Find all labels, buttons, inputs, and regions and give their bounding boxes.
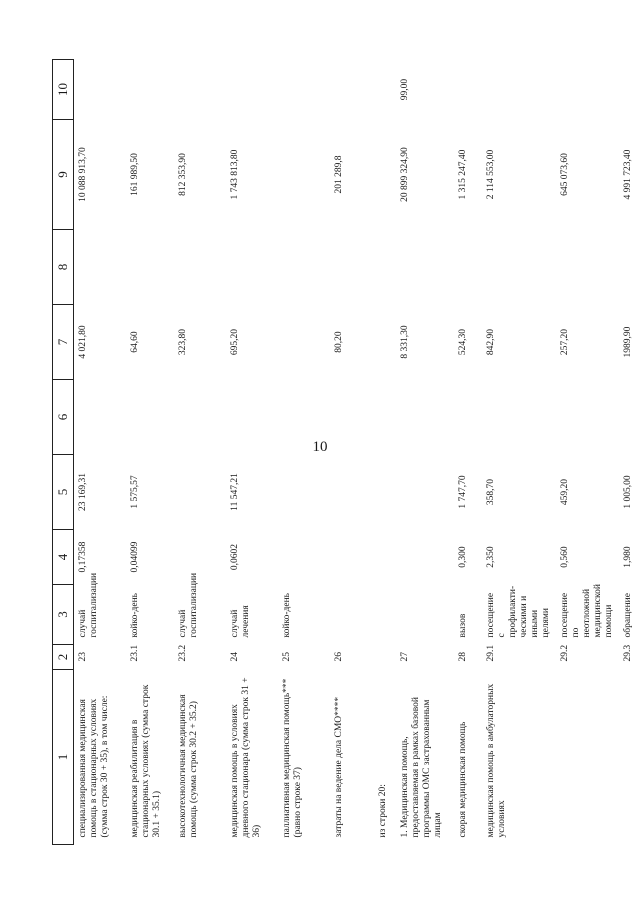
page-number: 10 <box>312 439 328 455</box>
table-cell-norm: 1,980 <box>622 546 633 568</box>
table-cell-c10 <box>126 60 174 120</box>
table-cell-name: затраты на ведение дела СМО**** <box>333 696 344 838</box>
table-cell-c10 <box>278 60 330 120</box>
table-cell-cost <box>396 455 454 530</box>
table-cell-c7: 257,20 <box>559 328 570 356</box>
table-cell-c9: 645 073,60 <box>559 153 570 196</box>
table-cell-c10 <box>454 60 482 120</box>
table-cell-c8 <box>374 230 396 305</box>
table-cell-norm <box>396 530 454 585</box>
table-cell-norm <box>174 530 226 585</box>
table-cell-unit <box>396 585 454 645</box>
table-cell-c6 <box>330 380 374 455</box>
table-cell-c9: 1 743 813,80 <box>229 149 240 200</box>
table-row <box>74 60 126 845</box>
table-cell-unit: посещение по неотложной медицинской помощи <box>559 584 614 638</box>
table-cell-c10: 99,00 <box>399 78 410 101</box>
table-cell-cost <box>278 455 330 530</box>
tariff-table <box>52 59 640 845</box>
table-cell-c8 <box>330 230 374 305</box>
table-cell-c8 <box>482 230 556 305</box>
table-cell-cost: 459,20 <box>559 478 570 506</box>
table-cell-c6 <box>126 380 174 455</box>
table-cell-cost <box>330 455 374 530</box>
table-cell-c7: 64,60 <box>129 331 140 353</box>
header-cell: 6 <box>53 380 74 455</box>
header-cell: 5 <box>53 455 74 530</box>
header-cell: 9 <box>53 120 74 230</box>
table-cell-c8 <box>174 230 226 305</box>
table-cell-name <box>619 670 640 845</box>
table-cell-line: 28 <box>457 652 468 662</box>
table-cell-c7: 842,90 <box>485 328 496 356</box>
table-cell-c6 <box>374 380 396 455</box>
table-cell-line: 29.3 <box>622 644 633 662</box>
table-cell-c8 <box>454 230 482 305</box>
table-cell-c9: 20 899 324,90 <box>399 147 410 202</box>
table-cell-c6 <box>278 380 330 455</box>
table-row <box>396 60 454 845</box>
table-cell-c9: 161 989,50 <box>129 153 140 196</box>
table-cell-c6 <box>454 380 482 455</box>
table-row <box>556 60 619 845</box>
table-cell-c6 <box>482 380 556 455</box>
table-cell-name: высокотехнологичная медицинская помощь (сумма строк 30.2 + 35.2) <box>177 694 199 838</box>
table-cell-cost <box>174 455 226 530</box>
header-cell: 10 <box>53 60 74 120</box>
table-cell-c10 <box>74 60 126 120</box>
table-row <box>454 60 482 845</box>
table-cell-c10 <box>482 60 556 120</box>
table-cell-c7: 4 021,80 <box>78 325 88 359</box>
table-cell-c10 <box>556 60 619 120</box>
table-cell-line: 25 <box>281 652 292 662</box>
table-row <box>126 60 174 845</box>
table-row <box>619 60 640 845</box>
table-cell-cost <box>374 455 396 530</box>
table-cell-unit <box>374 585 396 645</box>
table-cell-c9: 2 114 553,00 <box>485 149 496 200</box>
table-cell-line: 24 <box>229 652 240 662</box>
table-cell-c8 <box>278 230 330 305</box>
table-cell-name: медицинская помощь в амбулаторных условиях <box>485 683 507 838</box>
header-cell: 4 <box>53 530 74 585</box>
table-cell-cost: 1 747,70 <box>457 475 468 509</box>
table-cell-name: из строки 20: <box>377 784 388 838</box>
table-cell-c8 <box>556 230 619 305</box>
table-cell-name: специализированная медицинская помощь в стационарных условиях (сумма строк 30 + 35), в том числе: <box>78 695 110 838</box>
table-cell-unit: случай госпитализации <box>78 572 99 638</box>
table-cell-name: паллиативная медицинская помощь*** (равно строке 37) <box>281 678 303 838</box>
header-cell: 8 <box>53 230 74 305</box>
table-cell-c7 <box>278 305 330 380</box>
table-cell-c9: 1 315 247,40 <box>457 149 468 200</box>
table-cell-c10 <box>374 60 396 120</box>
table-cell-c8 <box>74 230 126 305</box>
table-cell-c7 <box>374 305 396 380</box>
header-cell: 1 <box>53 670 74 845</box>
header-cell: 3 <box>53 585 74 645</box>
table-cell-c7: 80,20 <box>333 331 344 353</box>
table-cell-c8 <box>619 230 640 305</box>
table-cell-c7: 695,20 <box>229 328 240 356</box>
table-cell-unit: случай госпитализации <box>177 572 199 638</box>
table-cell-name: медицинская помощь в условиях дневного стационара (сумма строк 31 + 36) <box>229 677 262 838</box>
table-cell-norm: 0,0602 <box>229 543 240 571</box>
table-row <box>174 60 226 845</box>
table-cell-c9: 201 289,8 <box>333 155 344 194</box>
table-row <box>330 60 374 845</box>
table-cell-c9 <box>374 120 396 230</box>
table-cell-unit: обращение <box>622 593 633 638</box>
table-cell-line: 23.1 <box>129 644 140 662</box>
table-cell-c6 <box>556 380 619 455</box>
table-cell-cost: 1 005,00 <box>622 475 633 509</box>
table-cell-line: 23 <box>78 652 88 662</box>
table-cell-unit: койко-день <box>281 593 292 638</box>
table-cell-unit: вызов <box>457 613 468 638</box>
table-cell-unit <box>330 585 374 645</box>
table-cell-c10 <box>226 60 278 120</box>
header-cell: 7 <box>53 305 74 380</box>
header-row <box>53 60 74 845</box>
table-cell-cost: 23 169,31 <box>78 473 88 511</box>
table-cell-norm: 0,17358 <box>78 541 88 573</box>
table-cell-line <box>374 645 396 670</box>
table-cell-line: 26 <box>333 652 344 662</box>
table-cell-c9: 10 088 913,70 <box>78 147 88 202</box>
table-row <box>278 60 330 845</box>
table-cell-cost: 11 547,21 <box>229 473 240 511</box>
table-cell-c7: 8 331,30 <box>399 325 410 359</box>
table-cell-c9: 812 353,90 <box>177 153 188 196</box>
table-cell-name: медицинская реабилитация в стационарных условиях (сумма строк 30.1 + 35.1) <box>129 684 162 838</box>
table-cell-c10 <box>174 60 226 120</box>
table-cell-norm: 2,350 <box>485 546 496 568</box>
table-cell-c8 <box>396 230 454 305</box>
table-cell-unit: койко-день <box>129 593 140 638</box>
table-cell-norm <box>374 530 396 585</box>
table-cell-norm: 0,560 <box>559 546 570 568</box>
table-cell-c6 <box>74 380 126 455</box>
table-cell-norm: 0,300 <box>457 546 468 568</box>
table-cell-cost: 358,70 <box>485 478 496 506</box>
table-cell-c6 <box>226 380 278 455</box>
table-cell-c6 <box>174 380 226 455</box>
table-cell-c7: 524,30 <box>457 328 468 356</box>
table-cell-unit: случай лечения <box>229 605 251 638</box>
table-cell-name: скорая медицинская помощь <box>457 721 468 838</box>
table-cell-c8 <box>126 230 174 305</box>
table-row <box>374 60 396 845</box>
table-cell-name <box>556 670 619 845</box>
table-cell-cost: 1 575,57 <box>129 475 140 509</box>
table-cell-line: 23.2 <box>177 644 188 662</box>
table-cell-c6 <box>619 380 640 455</box>
table-cell-norm: 0,04099 <box>129 541 140 573</box>
table-cell-c7: 323,80 <box>177 328 188 356</box>
header-cell: 2 <box>53 645 74 670</box>
table-cell-c10 <box>330 60 374 120</box>
table-cell-line: 29.1 <box>485 644 496 662</box>
table-row <box>482 60 556 845</box>
table-cell-line: 29.2 <box>559 644 570 662</box>
table-cell-c9: 4 991 723,40 <box>622 149 633 200</box>
table-cell-norm <box>330 530 374 585</box>
table-cell-norm <box>278 530 330 585</box>
table-cell-name: 1. Медицинская помощь, предоставляемая в рамках базовой программы ОМС застрахованным лицам <box>399 697 443 838</box>
table-cell-unit: посещение с профилакти-ческими и иными целями <box>485 585 551 638</box>
table-row <box>226 60 278 845</box>
table-cell-c6 <box>396 380 454 455</box>
table-cell-c10 <box>619 60 640 120</box>
table-cell-c7: 1989,90 <box>622 326 633 358</box>
table-cell-c9 <box>278 120 330 230</box>
table-cell-c8 <box>226 230 278 305</box>
table-cell-line: 27 <box>399 652 410 662</box>
